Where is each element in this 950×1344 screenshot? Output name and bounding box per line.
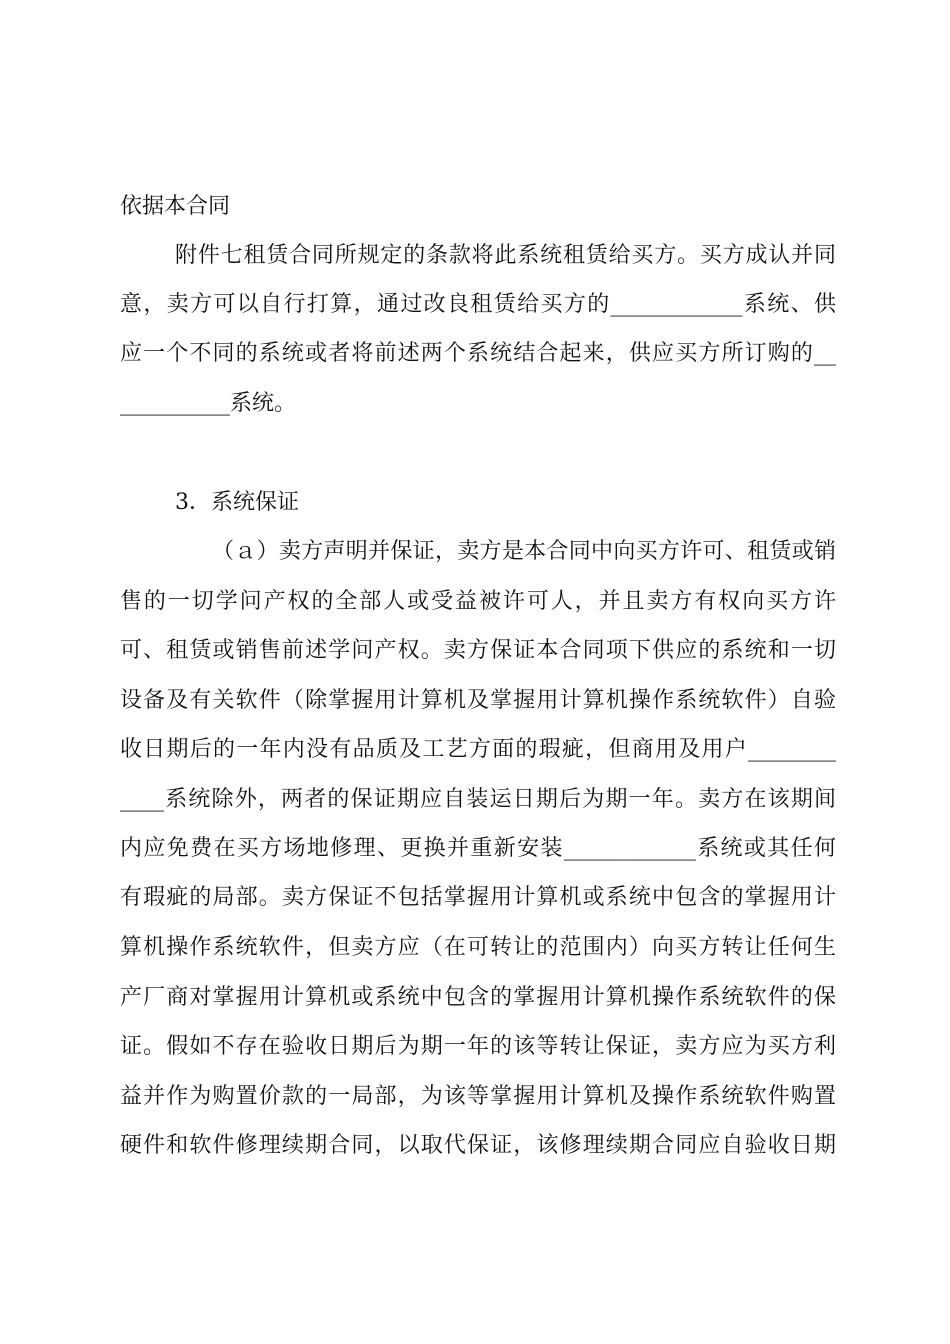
text-line: 应一个不同的系统或者将前述两个系统结合起来，供应买方所订购的__ <box>120 341 836 366</box>
text-line: （ａ）卖方声明并保证，卖方是本合同中向买方许可、租赁或销 <box>212 539 836 564</box>
text-line: 内应免费在买方场地修理、更换并重新安装____________系统或其任何 <box>120 836 836 861</box>
text-line: 硬件和软件修理续期合同，以取代保证，该修理续期合同应自验收日期 <box>120 1133 836 1158</box>
text-line: __________系统。 <box>120 391 297 416</box>
text-line: 益并作为购置价款的一局部，为该等掌握用计算机及操作系统软件购置 <box>120 1084 836 1109</box>
text-line: 产厂商对掌握用计算机或系统中包含的掌握用计算机操作系统软件的保 <box>120 985 836 1010</box>
text-line: 设备及有关软件（除掌握用计算机及掌握用计算机操作系统软件）自验 <box>120 688 836 713</box>
text-line: ____系统除外，两者的保证期应自装运日期后为期一年。卖方在该期间 <box>120 787 836 812</box>
text-line: 售的一切学问产权的全部人或受益被许可人，并且卖方有权向买方许 <box>120 589 836 614</box>
text-line: 意，卖方可以自行打算，通过改良租赁给买方的____________系统、供 <box>120 292 836 317</box>
text-line: 收日期后的一年内没有品质及工艺方面的瑕疵，但商用及用户________ <box>120 737 836 762</box>
text-line: 有瑕疵的局部。卖方保证不包括掌握用计算机或系统中包含的掌握用计 <box>120 885 836 910</box>
text-line: 可、租赁或销售前述学问产权。卖方保证本合同项下供应的系统和一切 <box>120 638 836 663</box>
section-heading: 3．系统保证 <box>175 490 299 515</box>
text-line: 依据本合同 <box>120 194 231 219</box>
text-line: 附件七租赁合同所规定的条款将此系统租赁给买方。买方成认并同 <box>175 243 836 268</box>
text-line: 证。假如不存在验收日期后为期一年的该等转让保证，卖方应为买方利 <box>120 1034 836 1059</box>
text-line: 算机操作系统软件，但卖方应（在可转让的范围内）向买方转让任何生 <box>120 935 836 960</box>
